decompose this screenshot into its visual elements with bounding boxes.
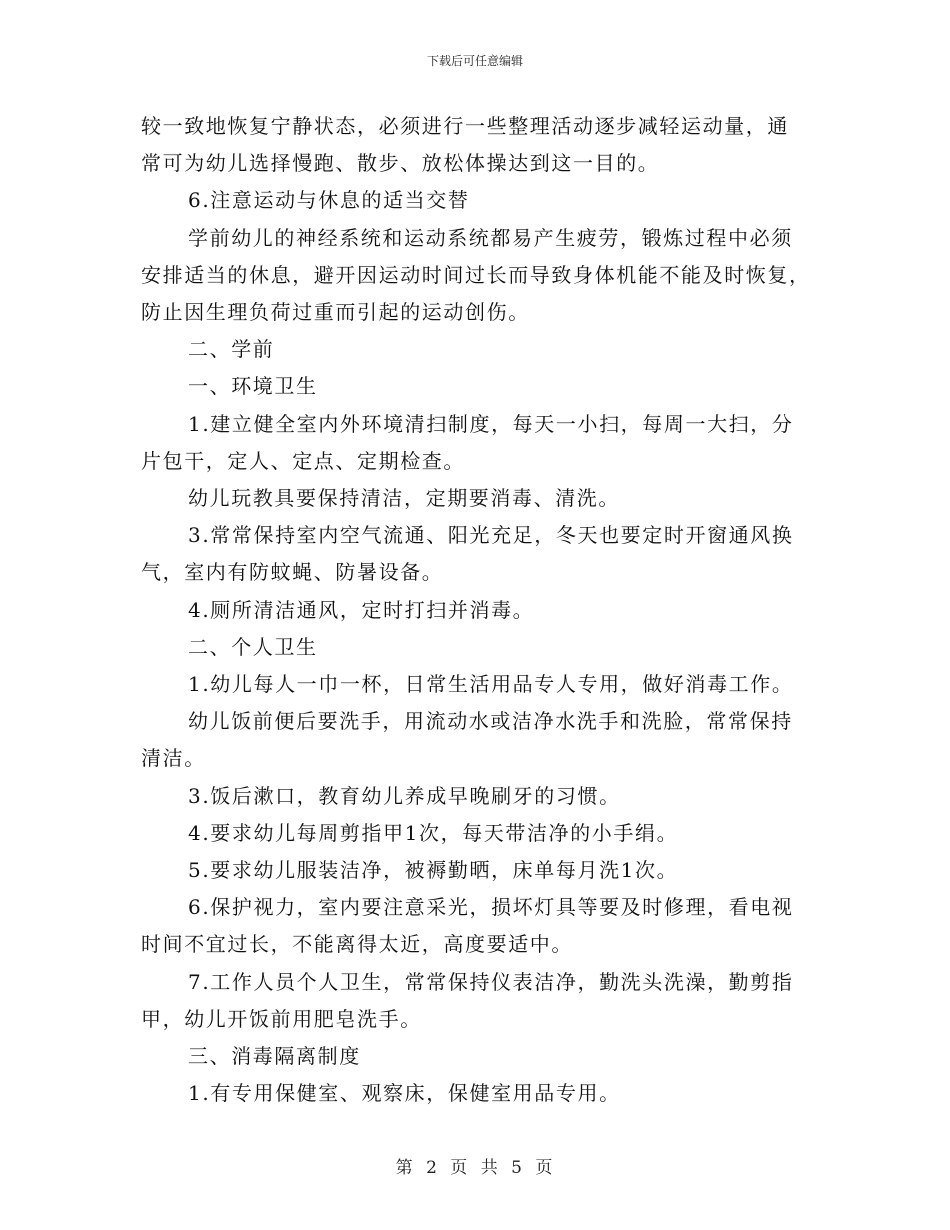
body-line: 二、学前 <box>188 337 275 362</box>
body-line: 较一致地恢复宁静状态，必须进行一些整理活动逐步减轻运动量，通 <box>141 114 789 138</box>
body-line: 安排适当的休息，避开因运动时间过长而导致身体机能不能及时恢复， <box>141 262 811 287</box>
body-line: 片包干，定人、定点、定期检查。 <box>141 448 465 473</box>
body-line: 3.饭后漱口，教育幼儿养成早晚刷牙的习惯。 <box>188 783 621 808</box>
body-line: 幼儿玩教具要保持清洁，定期要消毒、清洗。 <box>188 486 620 511</box>
body-line: 1.有专用保健室、观察床，保健室用品专用。 <box>188 1081 621 1106</box>
body-line: 三、消毒隔离制度 <box>188 1044 361 1069</box>
body-line: 二、个人卫生 <box>188 634 318 659</box>
body-line: 常可为幼儿选择慢跑、散步、放松体操达到这一目的。 <box>141 151 660 176</box>
body-line: 时间不宜过长，不能离得太近，高度要适中。 <box>141 932 573 957</box>
body-line: 清洁。 <box>141 746 206 771</box>
body-line: 幼儿饭前便后要洗手，用流动水或洁净水洗手和洗脸，常常保持 <box>188 709 793 734</box>
body-line: 一、环境卫生 <box>188 374 318 399</box>
body-line: 1.幼儿每人一巾一杯，日常生活用品专人专用，做好消毒工作。 <box>188 672 794 697</box>
body-line: 3.常常保持室内空气流通、阳光充足，冬天也要定时开窗通风换 <box>188 523 794 548</box>
body-line: 6.注意运动与休息的适当交替 <box>188 188 470 213</box>
body-line: 甲，幼儿开饭前用肥皂洗手。 <box>141 1006 422 1031</box>
body-line: 学前幼儿的神经系统和运动系统都易产生疲劳，锻炼过程中必须 <box>188 225 793 250</box>
body-line: 6.保护视力，室内要注意采光，损坏灯具等要及时修理，看电视 <box>188 895 794 920</box>
body-line: 1.建立健全室内外环境清扫制度，每天一小扫，每周一大扫，分 <box>188 411 794 436</box>
body-line: 防止因生理负荷过重而引起的运动创伤。 <box>141 300 530 325</box>
body-line: 气，室内有防蚊蝇、防暑设备。 <box>141 560 444 585</box>
body-line: 4.要求幼儿每周剪指甲1次，每天带洁净的小手绢。 <box>188 820 679 845</box>
body-line: 5.要求幼儿服装洁净，被褥勤晒，床单每月洗1次。 <box>188 858 679 883</box>
body-line: 4.厕所清洁通风，定时打扫并消毒。 <box>188 597 535 622</box>
body-line: 7.工作人员个人卫生，常常保持仪表洁净，勤洗头洗澡，勤剪指 <box>188 969 794 994</box>
page-header-note: 下载后可任意编辑 <box>426 54 523 68</box>
document-body <box>141 108 811 1112</box>
page-number-footer: 第 2 页 共 5 页 <box>395 1158 555 1178</box>
